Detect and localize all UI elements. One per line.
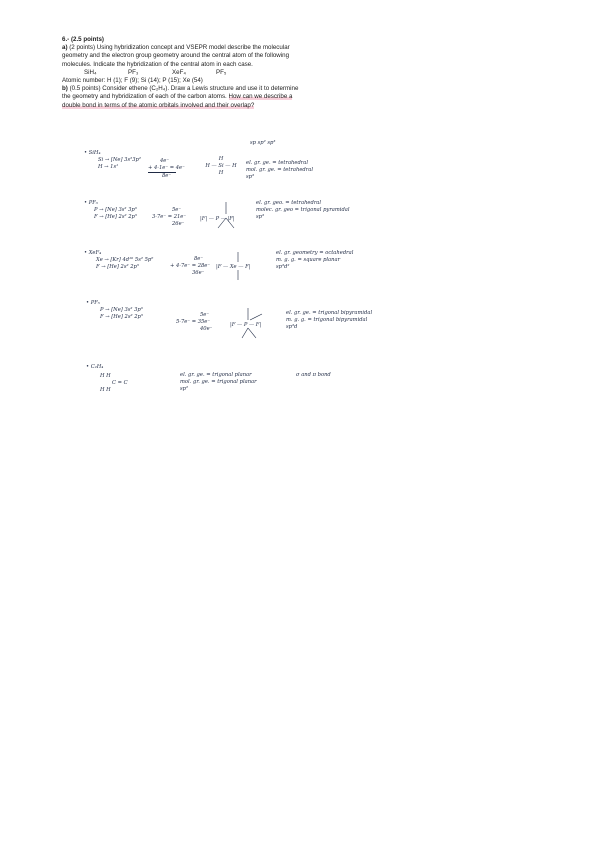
sih4-lewis-top: H [218,156,224,162]
atomic-numbers: Atomic number: H (1); F (9); Si (14); P (15); Xe (54) [62,77,203,85]
pf3-hybridization: sp³ [256,214,265,221]
c2h4-bond-note: σ and π bond [296,372,331,378]
xef4-geo-molecular: m. g. g. = square planar [276,257,341,264]
c2h4-hybridization: sp² [180,386,189,393]
molecule-xef4: XeF₄ [172,68,186,76]
pf3-config-p: P → [Ne] 3s² 3p³ [94,207,137,214]
question-number: 6.- (2.5 points) [62,36,104,43]
part-b-label: b) [62,85,68,93]
c2h4-lewis [100,373,128,395]
sih4-count [148,158,185,181]
pf3-count [152,207,186,229]
pf5-lewis: |F — P — F| [230,322,262,328]
xef4-title: • XeF₄ [84,250,102,256]
pf3-notes [84,200,137,222]
c2h4-lewis-row2: C = C [112,380,128,387]
pf5-title: • PF₅ [86,300,100,306]
xef4-lewis: |F — Xe — F| [216,264,251,270]
pf5-geo-molecular: m. g. g. = trigonal bipyramidal [286,317,368,324]
pf5-count-b: 5·7e⁻ = 35e⁻ [176,319,211,326]
part-a-label: a) [62,44,68,52]
pf3-lewis: |F| — P — |F| [200,216,235,222]
part-a-text-1: (2 points) Using hybridization concept and VSEPR model describe the molecular [69,44,290,52]
pf5-config-f: F → [He] 2s² 2p⁵ [100,314,143,321]
c2h4-title: • C₂H₄ [86,364,104,370]
xef4-count-total: 36e⁻ [192,270,205,277]
sih4-title: • SiH₄ [84,150,101,156]
xef4-config-xe: Xe → [Kr] 4d¹⁰ 5s² 5p⁶ [96,257,154,264]
molecule-list [62,69,352,77]
pf3-count-total: 26e⁻ [172,221,185,228]
part-b-text-2: the geometry and hybridization of each of the carbon atoms. [62,93,227,101]
xef4-count-a: 8e⁻ [194,256,204,262]
part-a-text-2: geometry and the electron group geometry around the central atom of the following [62,52,290,60]
xef4-config-f: F → [He] 2s² 2p⁵ [96,264,139,271]
c2h4-geo-electron: el. gr. ge. = trigonal planar [180,372,252,378]
pf5-geometry [286,310,372,332]
xef4-geo-electron: el. gr. geometry = octahedral [276,250,354,256]
xef4-lewis-bonds [226,250,256,290]
molecule-pf3: PF₃ [128,68,139,76]
sih4-geometry [246,160,313,182]
c2h4-lewis-row3: H H [100,387,111,394]
xef4-geometry [276,250,353,272]
c2h4-geo-molecular: mol. gr. ge. = trigonal planar [180,379,257,386]
pf3-config-f: F → [He] 2s² 2p⁵ [94,214,137,221]
molecule-pf5: PF₅ [216,68,227,76]
pf5-geo-electron: el. gr. ge. = trigonal bipyramidal [286,310,373,316]
c2h4-lewis-row1: H H [100,373,111,379]
xef4-notes [84,250,153,272]
sih4-count-total: 8e⁻ [148,172,176,180]
sih4-geo-molecular: mol. gr. ge. = tetrahedral [246,167,313,174]
pf3-geo-molecular: molec. gr. geo = trigonal pyramidal [256,207,350,214]
pf5-count-a: 5e⁻ [200,312,210,318]
pf3-geometry [256,200,350,222]
c2h4-geometry [180,372,257,394]
molecule-sih4: SiH₄ [84,68,97,76]
sih4-hybridization: sp³ [246,174,255,181]
xef4-count-b: + 4·7e⁻ = 28e⁻ [170,263,211,270]
pf3-title: • PF₃ [84,200,98,206]
pf5-hybridization: sp³d [286,324,298,331]
sih4-notes [84,150,141,172]
part-b-highlight: How can we describe a [228,93,293,101]
pf3-geo-electron: el. gr. geo. = tetrahedral [256,200,322,206]
sih4-lewis [196,156,246,178]
pf3-count-b: 3·7e⁻ = 21e⁻ [152,214,187,221]
pf5-notes [86,300,143,322]
sih4-lewis-mid: H — Si — H [205,163,237,170]
sih4-count-a: 4e⁻ [160,158,170,164]
pf5-count [176,312,212,334]
sih4-geo-electron: el. gr. ge. = tetrahedral [246,160,309,166]
part-b-text-3: double bond in terms of the atomic orbitals involved and their overlap? [62,101,255,109]
xef4-count [170,256,210,278]
pf3-count-a: 5e⁻ [172,207,182,213]
question-block [62,36,352,110]
part-a-text-3: molecules. Indicate the hybridization of the central atom in each case. [62,60,253,68]
hybrid-header: sp sp² sp³ [250,140,276,146]
sih4-config-si: Si → [Ne] 3s²3p² [98,157,141,164]
xef4-hybridization: sp³d² [276,264,290,271]
pf5-config-p: P → [Ne] 3s² 3p³ [100,307,143,314]
pf5-count-total: 40e⁻ [200,326,213,333]
part-b-text-1: (0.5 points) Consider ethene (C₂H₄). Draw a Lewis structure and use it to determine [69,85,299,93]
pf3-lewis-bonds [212,198,242,238]
sih4-config-h: H → 1s¹ [98,164,119,171]
sih4-lewis-bottom: H [218,170,224,177]
pf5-lewis-bonds [236,306,270,342]
sih4-count-b: + 4·1e⁻ = 4e⁻ [148,165,185,172]
